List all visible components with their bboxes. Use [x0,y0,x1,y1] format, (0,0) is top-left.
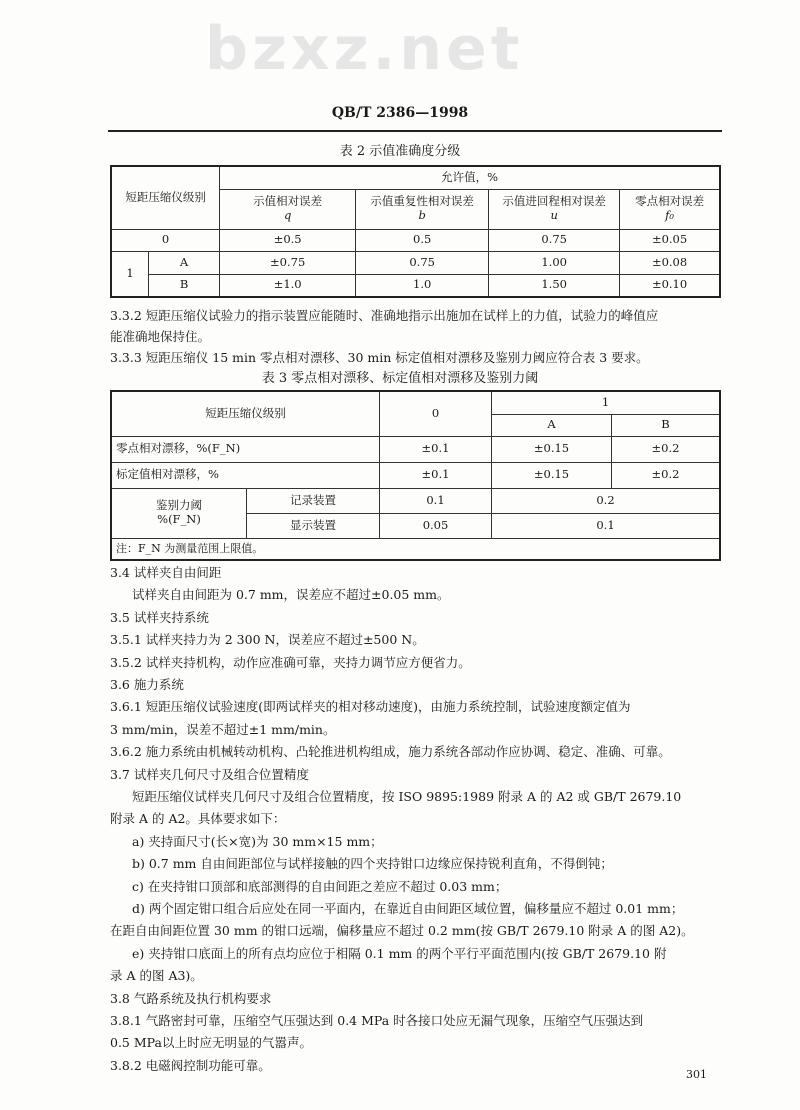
row-label: 标定值相对漂移，% [111,462,380,488]
table3 [110,390,721,561]
column-label: 示值重复性相对误差 [370,194,474,209]
value-cell: 0.2 [492,488,721,513]
table2-col-f0 [620,189,720,229]
table-row [111,229,720,251]
value-cell: ±0.08 [620,251,720,274]
document-header: QB/T 2386—1998 [331,105,469,121]
value-cell: ±0.10 [620,274,720,297]
sub-grade-cell: B [149,274,220,297]
table3-note: 注：F_N 为测量范围上限值。 [111,538,720,560]
text-line: 3 mm/min，误差不超过±1 mm/min。 [110,721,336,737]
value-cell: 1.0 [356,274,489,297]
text-line: 试样夹自由间距为 0.7 mm，误差应不超过±0.05 mm。 [132,587,450,603]
value-cell: ±0.2 [612,462,721,488]
table-row [111,462,720,488]
text-line: b) 0.7 mm 自由间距部位与试样接触的四个夹持钳口边缘应保持锐利直角，不得倒钝； [132,856,613,872]
sub-b-header: B [612,414,721,436]
column-symbol: b [418,208,426,222]
text-line: 附录 A 的 A2。具体要求如下： [110,811,286,827]
row-label: 记录装置 [247,488,380,513]
table2-row-header: 短距压缩仪级别 [111,166,220,229]
table-row [111,436,720,462]
table2-col-q [220,189,356,229]
value-cell: 0.1 [492,513,721,538]
grade-0-header: 0 [380,391,492,436]
text-line: 录 A 的图 A3)。 [110,968,203,984]
value-cell: 0.05 [380,513,492,538]
grade-cell: 0 [111,229,220,251]
header-rule [108,130,722,132]
value-cell: 1.00 [489,251,620,274]
table2-col-u [489,189,620,229]
value-cell: ±1.0 [220,274,356,297]
para-3-3-3: 3.3.3 短距压缩仪 15 min 零点相对漂移、30 min 标定值相对漂移及鉴别力阈应符合表 3 要求。 [110,350,649,365]
table2 [110,165,721,298]
text-line: a) 夹持面尺寸(长×宽)为 30 mm×15 mm； [132,833,383,849]
threshold-unit: %(F_N) [157,512,201,526]
value-cell: 0.1 [380,488,492,513]
table2-caption: 表 2 示值准确度分级 [339,144,461,159]
table-row [111,274,720,297]
text-line: 3.8.1 气路密封可靠，压缩空气压强达到 0.4 MPa 时各接口处应无漏气现象，压缩空气压强达到 [110,1013,644,1028]
text-line: 短距压缩仪试样夹几何尺寸及组合位置精度，按 ISO 9895:1989 附录 A 的 A2 或 GB/T 2679.10 [132,789,682,804]
grade-cell: 1 [111,251,149,297]
column-label: 示值相对误差 [253,194,323,209]
row-label: 零点相对漂移，%(F_N) [111,436,380,462]
text-line: e) 夹持钳口底面上的所有点均应位于相隔 0.1 mm 的两个平行平面范围内(按 GB/T 2679.10 附 [132,945,667,961]
value-cell: ±0.75 [220,251,356,274]
value-cell: ±0.1 [380,436,492,462]
para-3-3-2-line1: 3.3.2 短距压缩仪试验力的指示装置应能随时、准确地指示出施加在试样上的力值，试验力的峰值应 [110,308,659,323]
text-line: 3.5 试样夹持系统 [110,609,209,625]
text-line: 0.5 MPa以上时应无明显的气嚣声。 [110,1035,312,1051]
para-3-3-2-line2: 能准确地保持住。 [110,329,211,344]
column-label: 零点相对误差 [635,194,705,209]
text-line: 3.5.1 试样夹持力为 2 300 N，误差应不超过±500 N。 [110,632,425,648]
column-label: 示值进回程相对误差 [502,194,606,209]
table-row [111,251,720,274]
column-symbol: u [550,208,558,222]
value-cell: ±0.2 [612,436,721,462]
value-cell: ±0.15 [492,462,612,488]
row-label: 显示装置 [247,513,380,538]
text-line: 3.5.2 试样夹持机构，动作应准确可靠，夹持力调节应方便省力。 [110,654,471,670]
table-row [111,488,720,513]
table2-group-header: 允许值，% [220,166,720,189]
sub-a-header: A [492,414,612,436]
value-cell: ±0.15 [492,436,612,462]
watermark: bzxz.net [205,14,524,84]
value-cell: ±0.5 [220,229,356,251]
table3-row-header: 短距压缩仪级别 [111,391,380,436]
value-cell: ±0.05 [620,229,720,251]
value-cell: 0.75 [489,229,620,251]
text-line: 3.6.1 短距压缩仪试验速度(即两试样夹的相对移动速度)，由施力系统控制，试验速度额定值为 [110,699,631,715]
text-line: 3.7 试样夹几何尺寸及组合位置精度 [110,766,309,782]
column-symbol: f₀ [665,208,675,222]
column-symbol: q [283,208,292,222]
table3-caption: 表 3 零点相对漂移、标定值相对漂移及鉴别力阈 [261,371,539,386]
grade-1-header: 1 [492,391,721,414]
text-line: 3.6 施力系统 [110,677,184,692]
value-cell: 0.75 [356,251,489,274]
value-cell: 1.50 [489,274,620,297]
text-line: c) 在夹持钳口顶部和底部测得的自由间距之差应不超过 0.03 mm； [132,878,508,894]
threshold-label: 鉴别力阈 [156,498,202,513]
threshold-label-cell [111,488,247,538]
page-number: 301 [686,1068,707,1081]
text-line: 在距自由间距位置 30 mm 的钳口远端，偏移量应不超过 0.2 mm(按 GB/T 2679.10 附录 A 的图 A2)。 [110,923,694,939]
text-line: 3.8 气路系统及执行机构要求 [110,990,272,1006]
sub-grade-cell: A [149,251,220,274]
text-line: 3.6.2 施力系统由机械转动机构、凸轮推进机构组成，施力系统各部动作应协调、稳定、准确、可靠。 [110,744,671,760]
text-line: 3.8.2 电磁阀控制功能可靠。 [110,1057,271,1073]
table2-col-b [356,189,489,229]
value-cell: ±0.1 [380,462,492,488]
value-cell: 0.5 [356,229,489,251]
text-line: d) 两个固定钳口组合后应处在同一平面内，在靠近自由间距区域位置，偏移量应不超过 0.01 mm； [132,901,684,916]
text-line: 3.4 试样夹自由间距 [110,565,222,580]
